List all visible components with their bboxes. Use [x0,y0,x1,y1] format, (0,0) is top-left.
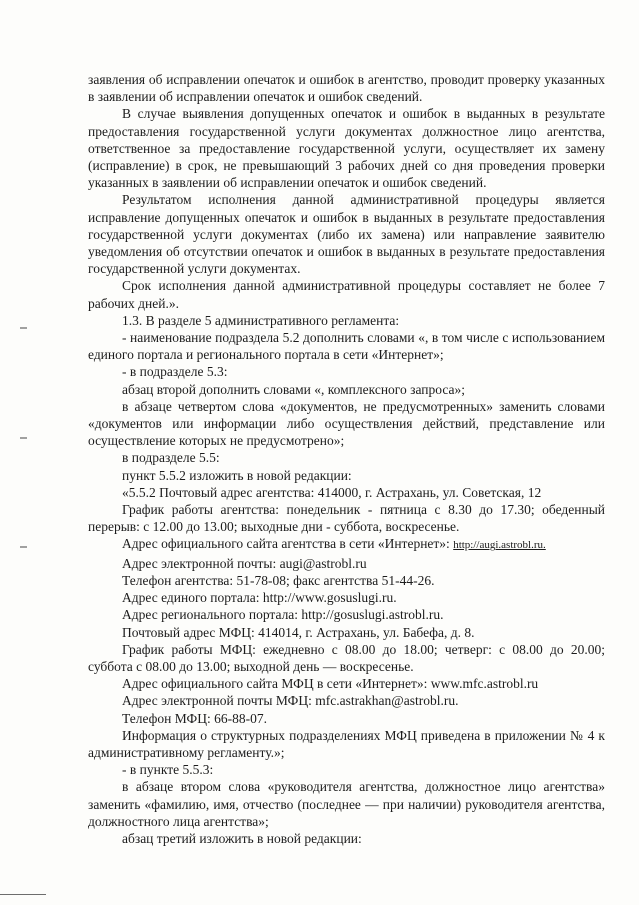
paragraph: Адрес официального сайта МФЦ в сети «Интернет»: www.mfc.astrobl.ru [122,676,539,692]
paragraph: в подразделе 5.5: [122,450,220,466]
margin-mark [20,546,27,548]
paragraph: Адрес электронной почты МФЦ: mfc.astrakhan@astrobl.ru. [122,693,459,709]
paragraph-text: Адрес официального сайта агентства в сети «Интернет»: [122,536,454,552]
paragraph: Адрес электронной почты: augi@astrobl.ru [122,555,367,571]
paragraph: - в пункте 5.5.3: [122,762,214,778]
footer-line [0,894,46,895]
paragraph: в абзаце втором слова «руководителя агентства, должностное лицо агентства» заменить «фамилию, имя, отчество (последнее — при наличии) руководителя агентства, должностного лица агентства»; [88,779,605,829]
paragraph: Телефон МФЦ: 66-88-07. [122,710,267,726]
agency-site-link[interactable]: http://augi.astrobl.ru. [453,539,546,552]
paragraph: Адрес единого портала: http://www.gosuslugi.ru. [122,590,397,606]
paragraph: - в подразделе 5.3: [122,364,228,380]
paragraph: Срок исполнения данной административной процедуры составляет не более 7 рабочих дней.». [88,278,605,311]
paragraph: Результатом исполнения данной административной процедуры является исправление допущенных опечаток и ошибок в выданных в результате предоставления государственной услуги документах (либо их замена) или направление заявителю уведомления об отсутствии опечаток и ошибок в выданных в результате предоставления государственной услуги документах. [88,192,605,277]
margin-mark [20,327,27,329]
paragraph: абзац третий изложить в новой редакции: [122,830,362,846]
paragraph: абзац второй дополнить словами «, комплексного запроса»; [122,381,465,397]
paragraph: заявления об исправлении опечаток и ошибок в агентство, проводит проверку указанных в заявлении об исправлении опечаток и ошибок сведений. [88,72,605,105]
paragraph: «5.5.2 Почтовый адрес агентства: 414000, г. Астрахань, ул. Советская, 12 [122,484,542,500]
paragraph: Телефон агентства: 51-78-08; факс агентства 51-44-26. [122,572,435,588]
paragraph: Информация о структурных подразделениях МФЦ приведена в приложении № 4 к административному регламенту.»; [88,727,605,760]
paragraph: Адрес регионального портала: http://gosuslugi.astrobl.ru. [122,607,444,623]
document-body [88,71,605,847]
paragraph: пункт 5.5.2 изложить в новой редакции: [122,467,352,483]
paragraph: График работы МФЦ: ежедневно с 08.00 до 18.00; четверг: с 08.00 до 20.00; суббота с 08.00 до 13.00; выходной день — воскресенье. [88,641,605,674]
paragraph [88,535,605,554]
paragraph: 1.3. В разделе 5 административного регламента: [122,312,400,328]
paragraph: в абзаце четвертом слова «документов, не предусмотренных» заменить словами «документов или информации либо осуществления действий, представление или осуществление которых не предусмотрено»; [88,398,605,449]
paragraph: Почтовый адрес МФЦ: 414014, г. Астрахань, ул. Бабефа, д. 8. [122,624,475,640]
paragraph: График работы агентства: понедельник - пятница с 8.30 до 17.30; обеденный перерыв: с 12.00 до 13.00; выходные дни - суббота, воскресенье. [88,502,605,535]
margin-mark [20,437,27,439]
paragraph: В случае выявления допущенных опечаток и ошибок в выданных в результате предоставления государственной услуги документах должностное лицо агентства, ответственное за предоставление государственной услуги, осуществляет их замену (исправление) в срок, не превышающий 3 рабочих дней со дня проведения проверки указанных в заявлении об исправлении опечаток и ошибок сведений. [88,106,605,191]
paragraph: - наименование подраздела 5.2 дополнить словами «, в том числе с использованием единого портала и регионального портала в сети «Интернет»; [88,330,605,363]
